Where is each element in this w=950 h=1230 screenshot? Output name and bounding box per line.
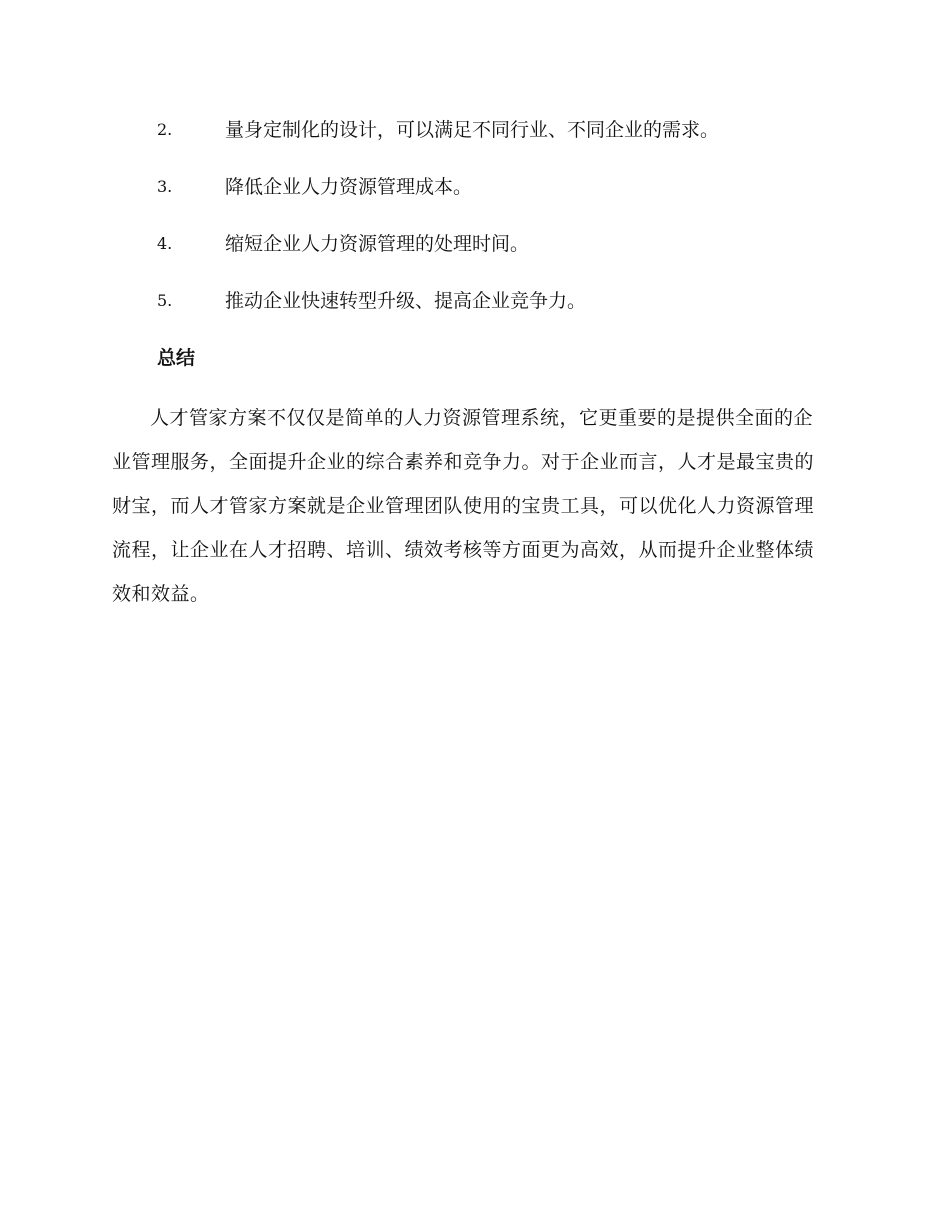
list-item-text: 量身定制化的设计，可以满足不同行业、不同企业的需求。 [225, 119, 720, 141]
list-item-text: 推动企业快速转型升级、提高企业竞争力。 [225, 290, 587, 312]
list-item-number: 5. [157, 291, 173, 310]
list-item [157, 169, 857, 226]
summary-heading: 总结 [157, 347, 196, 369]
benefits-list [157, 112, 857, 340]
list-item-number: 4. [157, 234, 173, 253]
list-item-number: 3. [157, 177, 173, 196]
list-item-text: 缩短企业人力资源管理的处理时间。 [225, 233, 530, 255]
list-item [157, 112, 857, 169]
list-item [157, 226, 857, 283]
list-item-text: 降低企业人力资源管理成本。 [225, 176, 473, 198]
list-item-number: 2. [157, 120, 173, 139]
list-item [157, 283, 857, 340]
summary-paragraph: 人才管家方案不仅仅是简单的人力资源管理系统，它更重要的是提供全面的企业管理服务，全面提升企业的综合素养和竞争力。对于企业而言，人才是最宝贵的财宝，而人才管家方案就是企业管理团队使用的宝贵工具，可以优化人力资源管理流程，让企业在人才招聘、培训、绩效考核等方面更为高效，从而提升企业整体绩效和效益。 [112, 407, 815, 605]
